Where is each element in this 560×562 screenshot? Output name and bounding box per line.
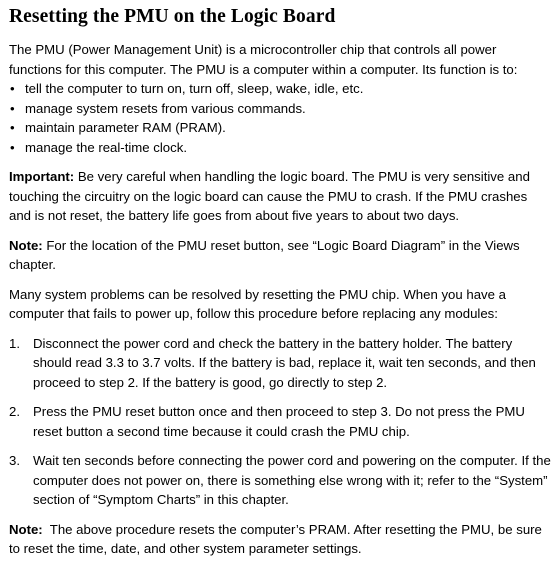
step-number: 3. bbox=[9, 453, 20, 468]
bullet-icon: • bbox=[10, 81, 15, 96]
note-paragraph bbox=[9, 236, 551, 275]
list-item-text: manage system resets from various commands. bbox=[25, 100, 306, 116]
intro-paragraph: The PMU (Power Management Unit) is a microcontroller chip that controls all power functions for this computer. The PMU is a computer within a computer. Its function is to: bbox=[9, 42, 518, 77]
list-item bbox=[9, 99, 551, 119]
list-item-text: tell the computer to turn on, turn off, sleep, wake, idle, etc. bbox=[25, 81, 364, 96]
step-text: Disconnect the power cord and check the battery in the battery holder. The battery should read 3.3 to 3.7 volts. If the battery is bad, replace it, wait ten seconds, and then proceed to step 2. If the battery is good, go directly to step 2. bbox=[33, 335, 536, 390]
list-item-text: manage the real-time clock. bbox=[25, 139, 187, 155]
step-item bbox=[9, 334, 551, 393]
bullet-icon: • bbox=[10, 120, 15, 135]
step-text: Wait ten seconds before connecting the power cord and powering on the computer. If the computer does not power on, there is something else wrong with it; refer to the “System” section of “Symptom Charts” in this chapter. bbox=[33, 453, 551, 507]
final-note-text: The above procedure resets the computer’s PRAM. After resetting the PMU, be sure to reset the time, date, and other system parameter settings. bbox=[9, 521, 546, 556]
bullet-icon: • bbox=[10, 100, 15, 116]
important-label: Important: bbox=[9, 169, 75, 184]
step-number: 2. bbox=[9, 404, 20, 419]
document-page bbox=[9, 6, 551, 559]
final-note-paragraph bbox=[9, 520, 551, 559]
step-item bbox=[9, 451, 551, 510]
important-text: Be very careful when handling the logic board. The PMU is very sensitive and touching the circuitry on the logic board can cause the PMU to crash. If the PMU crashes and is not reset, the battery life goes from about five years to about two days. bbox=[9, 169, 530, 223]
note-text: For the location of the PMU reset button, see “Logic Board Diagram” in the Views chapter. bbox=[9, 237, 520, 272]
note-label: Note: bbox=[9, 237, 43, 253]
bullet-icon: • bbox=[10, 139, 15, 155]
list-item bbox=[9, 138, 551, 158]
procedure-steps bbox=[9, 334, 551, 510]
function-list bbox=[9, 79, 551, 157]
final-note-label: Note: bbox=[9, 521, 43, 537]
step-number: 1. bbox=[9, 335, 20, 351]
list-item bbox=[9, 118, 551, 138]
list-item-text: maintain parameter RAM (PRAM). bbox=[25, 120, 226, 135]
important-paragraph bbox=[9, 167, 551, 226]
page-title: Resetting the PMU on the Logic Board bbox=[9, 6, 336, 27]
step-text: Press the PMU reset button once and then proceed to step 3. Do not press the PMU reset button a second time because it could crash the PMU chip. bbox=[33, 404, 525, 439]
procedure-intro-paragraph: Many system problems can be resolved by resetting the PMU chip. When you have a computer that fails to power up, follow this procedure before replacing any modules: bbox=[9, 286, 506, 321]
list-item bbox=[9, 79, 551, 99]
step-item bbox=[9, 402, 551, 441]
